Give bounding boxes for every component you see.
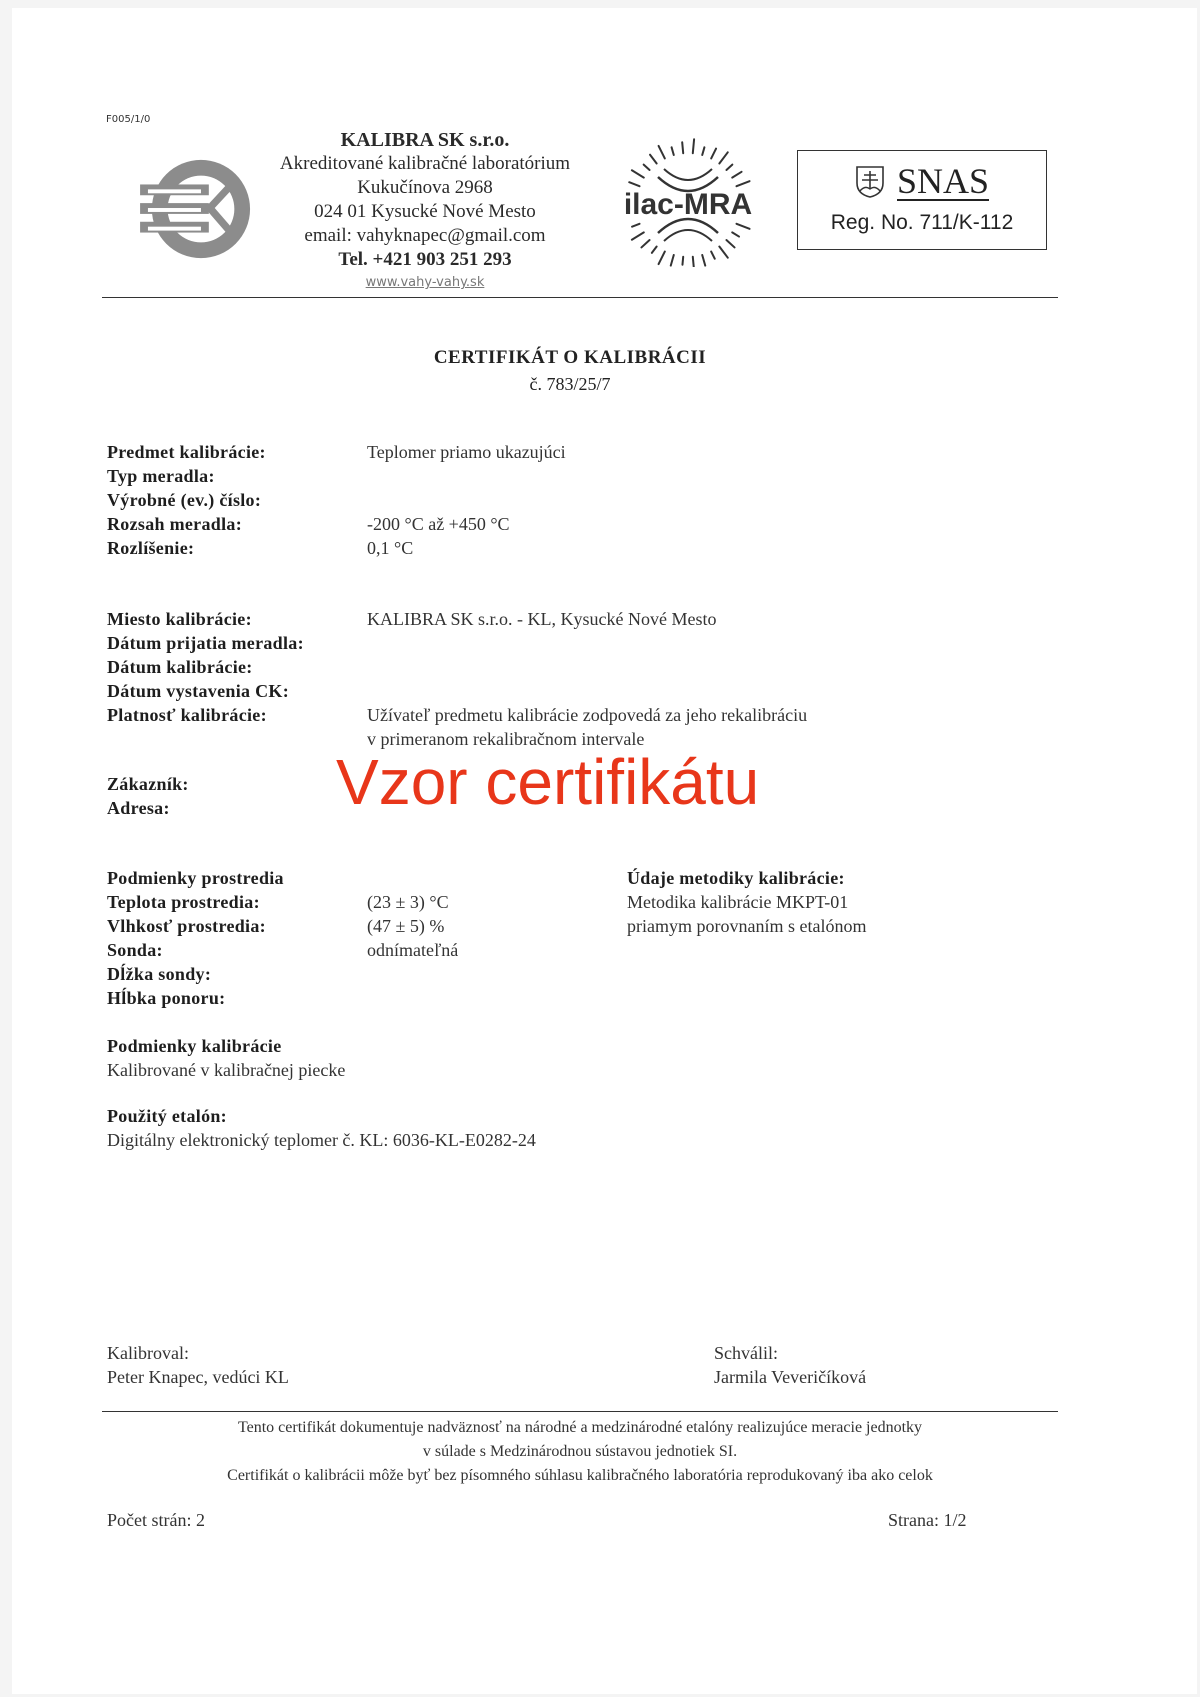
seal-ray [693, 139, 694, 153]
company-line-2: Kukučínova 2968 [357, 177, 493, 198]
seal-ray [732, 232, 739, 236]
company-phone: Tel. +421 903 251 293 [338, 249, 512, 270]
value-type [367, 464, 566, 488]
method-line-2: priamym porovnaním s etalónom [627, 916, 867, 936]
method-line-1: Metodika kalibrácie MKPT-01 [627, 892, 849, 912]
certificate-title-block [300, 345, 840, 397]
label-ambient-temperature: Teplota prostredia: [107, 892, 260, 912]
footer-note-1: Tento certifikát dokumentuje nadväznosť na národné a medzinárodné etalóny realizujúce meracie jednotky [237, 1419, 923, 1436]
seal-ray [672, 147, 674, 155]
footer-note-2: v súlade s Medzinárodnou sústavou jednotiek SI. [422, 1443, 738, 1460]
page-number: Strana: 1/2 [888, 1510, 967, 1530]
calibrated-by [107, 1341, 289, 1389]
etalon-heading: Použitý etalón: [107, 1106, 227, 1126]
seal-ray [702, 255, 705, 266]
method-heading: Údaje metodiky kalibrácie: [627, 868, 845, 888]
value-validity: Užívateľ predmetu kalibrácie zodpovedá za jeho rekalibráciu [367, 705, 808, 725]
label-ambient-humidity: Vlhkosť prostredia: [107, 916, 266, 936]
snas-box [797, 150, 1047, 250]
calibrated-by-label: Kalibroval: [107, 1343, 189, 1363]
environment-labels [107, 866, 284, 1010]
seal-ray [702, 147, 704, 155]
seal-ray [659, 146, 665, 159]
label-type: Typ meradla: [107, 466, 215, 486]
value-ambient-humidity: (47 ± 5) % [367, 916, 445, 936]
calibration-values [367, 607, 807, 751]
label-address: Adresa: [107, 798, 170, 818]
value-serial [367, 488, 566, 512]
seal-ray [682, 142, 683, 153]
label-resolution: Rozlíšenie: [107, 538, 195, 558]
value-received-date [367, 631, 807, 655]
etalon-text: Digitálny elektronický teplomer č. KL: 6036-KL-E0282-24 [107, 1130, 536, 1150]
ilac-label: ilac-MRA [623, 188, 753, 221]
seal-ray [682, 257, 683, 265]
approved-by-name: Jarmila Veveričíková [714, 1367, 867, 1387]
approved-by [714, 1341, 866, 1389]
instrument-labels [107, 440, 266, 560]
label-subject: Predmet kalibrácie: [107, 442, 266, 462]
page-count: Počet strán: 2 [107, 1510, 205, 1530]
label-immersion-depth: Hĺbka ponoru: [107, 988, 226, 1008]
seal-ray [711, 149, 716, 159]
method-block [627, 866, 866, 938]
header-divider [102, 297, 1058, 298]
kalibra-logo-icon [140, 155, 258, 263]
seal-ray [659, 252, 665, 265]
seal-ray [641, 240, 649, 247]
seal-ray [671, 255, 674, 266]
conditions-block [107, 1034, 345, 1082]
slovak-crest-icon [855, 165, 885, 199]
conditions-text: Kalibrované v kalibračnej piecke [107, 1060, 346, 1080]
label-probe-length: Dĺžka sondy: [107, 964, 212, 984]
value-validity-continued: v primeranom rekalibračnom intervale [367, 729, 645, 749]
seal-ray [644, 165, 650, 170]
company-website[interactable]: www.vahy-vahy.sk [365, 275, 485, 290]
snas-registration: Reg. No. 711/K-112 [830, 211, 1014, 234]
value-probe: odnímateľná [367, 940, 459, 960]
customer-labels [107, 772, 189, 820]
footer-note-3: Certifikát o kalibrácii môže byť bez písomného súhlasu kalibračného laboratória reprodukovaný iba ako celok [227, 1467, 933, 1484]
seal-ray [736, 224, 749, 229]
calibrated-by-name: Peter Knapec, vedúci KL [107, 1367, 289, 1387]
seal-ray [632, 170, 644, 177]
seal-ray [726, 240, 734, 247]
label-calibration-date: Dátum kalibrácie: [107, 657, 253, 677]
label-range: Rozsah meradla: [107, 514, 242, 534]
seal-ray [693, 257, 694, 267]
conditions-heading: Podmienky kalibrácie [107, 1036, 282, 1056]
snas-logo-text: SNAS [896, 161, 990, 201]
seal-ray [719, 246, 727, 257]
seal-ray [650, 155, 657, 164]
instrument-values [367, 440, 566, 560]
label-place: Miesto kalibrácie: [107, 609, 252, 629]
value-calibration-date [367, 655, 807, 679]
footer-notes [102, 1416, 1058, 1488]
value-place: KALIBRA SK s.r.o. - KL, Kysucké Nové Mesto [367, 609, 717, 629]
certificate-title: CERTIFIKÁT O KALIBRÁCII [433, 347, 707, 368]
label-issue-date: Dátum vystavenia CK: [107, 681, 289, 701]
environment-values [367, 866, 458, 962]
form-code: F005/1/0 [106, 114, 151, 125]
seal-ray [632, 224, 639, 227]
label-received-date: Dátum prijatia meradla: [107, 633, 304, 653]
label-serial: Výrobné (ev.) číslo: [107, 490, 262, 510]
value-issue-date [367, 679, 807, 703]
seal-ray [719, 152, 727, 163]
seal-ray [726, 165, 732, 170]
company-line-1: Akreditované kalibračné laboratórium [279, 153, 571, 174]
value-ambient-temperature: (23 ± 3) °C [367, 892, 449, 912]
calibration-labels [107, 607, 304, 727]
value-environment [367, 866, 458, 890]
company-name: KALIBRA SK s.r.o. [340, 129, 510, 151]
value-resolution: 0,1 °C [367, 538, 414, 558]
value-range: -200 °C až +450 °C [367, 514, 510, 534]
seal-ray [632, 232, 644, 239]
company-email: email: vahyknapec@gmail.com [304, 225, 546, 246]
certificate-number: č. 783/25/7 [529, 374, 611, 394]
label-validity: Platnosť kalibrácie: [107, 705, 267, 725]
etalon-block [107, 1104, 536, 1152]
company-info [265, 128, 585, 294]
approved-by-label: Schválil: [714, 1343, 778, 1363]
seal-ray [736, 181, 749, 186]
company-line-3: 024 01 Kysucké Nové Mesto [314, 201, 536, 222]
value-subject: Teplomer priamo ukazujúci [367, 442, 566, 462]
label-customer: Zákazník: [107, 774, 189, 794]
seal-ray [652, 246, 657, 252]
seal-ray [711, 252, 715, 259]
seal-ray [732, 172, 741, 178]
label-probe: Sonda: [107, 940, 163, 960]
ilac-mra-seal-icon [612, 137, 764, 267]
footer-divider [102, 1411, 1058, 1412]
sample-watermark: Vzor certifikátu [336, 746, 760, 818]
label-environment: Podmienky prostredia [107, 868, 284, 888]
seal-ray [629, 182, 639, 186]
